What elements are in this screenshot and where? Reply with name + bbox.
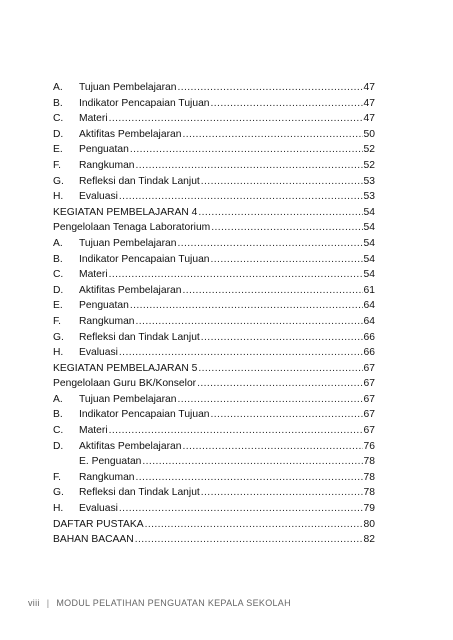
toc-entry-letter: H. (53, 347, 64, 359)
toc-entry-page-number: 80 (363, 518, 375, 530)
page-number: viii (28, 598, 40, 608)
toc-entry-title: Tujuan Pembelajaran (79, 393, 177, 405)
toc-entry-page-number: 64 (363, 300, 375, 312)
toc-entry[interactable] (53, 80, 375, 96)
toc-entry-page-number: 54 (363, 222, 375, 234)
toc-entry[interactable] (53, 454, 375, 470)
toc-dot-leader (201, 485, 363, 501)
toc-entry-page-number: 78 (363, 487, 375, 499)
toc-entry-page-number: 54 (363, 206, 375, 218)
toc-entry-page-number: 82 (363, 534, 375, 546)
toc-entry-letter: B. (53, 253, 63, 265)
toc-entry-title: Tujuan Pembelajaran (79, 237, 177, 249)
toc-entry-page-number: 54 (363, 253, 375, 265)
toc-dot-leader (211, 407, 363, 423)
toc-dot-leader (119, 189, 363, 205)
toc-entry-letter: B. (53, 97, 63, 109)
footer-separator: | (46, 598, 50, 608)
toc-entry[interactable] (53, 470, 375, 486)
toc-entry-letter: D. (53, 128, 64, 140)
toc-entry-letter: H. (53, 503, 64, 515)
module-title: MODUL PELATIHAN PENGUATAN KEPALA SEKOLAH (56, 598, 291, 608)
toc-entry[interactable] (53, 501, 375, 517)
toc-entry-title: Rangkuman (79, 471, 135, 483)
toc-entry[interactable] (53, 283, 375, 299)
toc-entry-letter: G. (53, 331, 64, 343)
toc-entry-title: E. Penguatan (79, 456, 142, 468)
toc-dot-leader (178, 392, 363, 408)
toc-entry-title: Indikator Pencapaian Tujuan (79, 97, 210, 109)
toc-entry-letter: C. (53, 425, 64, 437)
toc-entry[interactable] (53, 142, 375, 158)
toc-entry-letter: G. (53, 175, 64, 187)
toc-entry-page-number: 78 (363, 471, 375, 483)
toc-entry-page-number: 61 (363, 284, 375, 296)
toc-entry-page-number: 76 (363, 440, 375, 452)
toc-dot-leader (135, 532, 363, 548)
toc-dot-leader (109, 267, 363, 283)
toc-entry-title: Indikator Pencapaian Tujuan (79, 409, 210, 421)
toc-dot-leader (142, 454, 362, 470)
toc-entry-page-number: 78 (363, 456, 375, 468)
toc-entry[interactable] (53, 96, 375, 112)
toc-entry-page-number: 67 (363, 409, 375, 421)
toc-entry[interactable] (53, 314, 375, 330)
toc-entry-letter: E. (53, 300, 63, 312)
toc-entry-title: KEGIATAN PEMBELAJARAN 5 (53, 362, 198, 374)
toc-entry-title: Materi (79, 425, 108, 437)
toc-entry[interactable] (53, 407, 375, 423)
toc-entry-page-number: 52 (363, 144, 375, 156)
toc-dot-leader (136, 158, 363, 174)
toc-dot-leader (109, 423, 363, 439)
toc-entry-page-number: 67 (363, 425, 375, 437)
toc-entry-letter: D. (53, 284, 64, 296)
toc-entry-title: Refleksi dan Tindak Lanjut (79, 487, 200, 499)
toc-entry[interactable] (53, 205, 375, 221)
toc-entry-page-number: 67 (363, 362, 375, 374)
toc-dot-leader (201, 330, 363, 346)
toc-dot-leader (211, 252, 363, 268)
toc-entry-title: Penguatan (79, 300, 129, 312)
toc-entry-title: KEGIATAN PEMBELAJARAN 4 (53, 206, 198, 218)
toc-entry-letter: H. (53, 191, 64, 203)
toc-entry-page-number: 47 (363, 97, 375, 109)
toc-dot-leader (211, 220, 362, 236)
toc-entry-page-number: 67 (363, 393, 375, 405)
toc-entry[interactable] (53, 174, 375, 190)
toc-dot-leader (136, 314, 363, 330)
toc-entry[interactable] (53, 517, 375, 533)
toc-entry-page-number: 53 (363, 191, 375, 203)
toc-entry[interactable] (53, 423, 375, 439)
toc-entry[interactable] (53, 111, 375, 127)
toc-dot-leader (178, 236, 363, 252)
toc-entry-title: Materi (79, 269, 108, 281)
toc-entry-page-number: 67 (363, 378, 375, 390)
toc-entry-letter: A. (53, 237, 63, 249)
toc-dot-leader (182, 127, 362, 143)
toc-entry-letter: A. (53, 82, 63, 93)
toc-entry[interactable] (53, 298, 375, 314)
toc-dot-leader (109, 111, 363, 127)
toc-entry-letter: F. (53, 315, 62, 327)
toc-dot-leader (182, 439, 362, 455)
toc-entry-title: Pengelolaan Tenaga Laboratorium (53, 222, 211, 234)
toc-entry-title: Refleksi dan Tindak Lanjut (79, 175, 200, 187)
toc-entry-title: Pengelolaan Guru BK/Konselor (53, 378, 197, 390)
toc-entry-title: Materi (79, 113, 108, 125)
toc-entry-page-number: 53 (363, 175, 375, 187)
toc-entry-letter: G. (53, 487, 64, 499)
toc-entry-title: DAFTAR PUSTAKA (53, 518, 144, 530)
toc-entry-letter: F. (53, 471, 62, 483)
toc-entry[interactable] (53, 158, 375, 174)
toc-entry-title: Evaluasi (79, 347, 118, 359)
toc-entry-page-number: 79 (363, 503, 375, 515)
toc-dot-leader (136, 470, 363, 486)
toc-dot-leader (197, 376, 362, 392)
toc-dot-leader (211, 96, 363, 112)
toc-entry-title: Refleksi dan Tindak Lanjut (79, 331, 200, 343)
toc-entry-title: Indikator Pencapaian Tujuan (79, 253, 210, 265)
toc-entry[interactable] (53, 376, 375, 392)
toc-entry[interactable] (53, 236, 375, 252)
toc-entry[interactable] (53, 267, 375, 283)
toc-entry-letter: A. (53, 393, 63, 405)
toc-entry-title: Tujuan Pembelajaran (79, 82, 177, 93)
toc-entry-page-number: 66 (363, 331, 375, 343)
toc-dot-leader (119, 501, 363, 517)
toc-entry[interactable] (53, 252, 375, 268)
toc-dot-leader (178, 80, 363, 96)
toc-entry-page-number: 54 (363, 237, 375, 249)
toc-entry-title: Rangkuman (79, 315, 135, 327)
toc-entry[interactable] (53, 345, 375, 361)
toc-entry[interactable] (53, 330, 375, 346)
toc-entry-letter: F. (53, 159, 62, 171)
toc-entry-page-number: 66 (363, 347, 375, 359)
toc-dot-leader (198, 361, 362, 377)
toc-entry-title: Rangkuman (79, 159, 135, 171)
toc-entry-page-number: 54 (363, 269, 375, 281)
toc-entry-letter: E. (53, 144, 63, 156)
toc-entry-page-number: 52 (363, 159, 375, 171)
toc-entry-letter: D. (53, 440, 64, 452)
toc-entry[interactable] (53, 189, 375, 205)
toc-entry[interactable] (53, 220, 375, 236)
toc-entry[interactable] (53, 485, 375, 501)
toc-entry-title: Aktifitas Pembelajaran (79, 128, 182, 140)
toc-dot-leader (145, 517, 363, 533)
toc-dot-leader (182, 283, 362, 299)
toc-entry-title: Aktifitas Pembelajaran (79, 284, 182, 296)
toc-entry-title: Aktifitas Pembelajaran (79, 440, 182, 452)
toc-entry-letter: C. (53, 113, 64, 125)
toc-entry-title: BAHAN BACAAN (53, 534, 134, 546)
toc-entry[interactable] (53, 127, 375, 143)
toc-entry-letter: C. (53, 269, 64, 281)
toc-dot-leader (201, 174, 363, 190)
toc-entry[interactable] (53, 532, 375, 548)
toc-dot-leader (130, 142, 363, 158)
toc-entry-page-number: 50 (363, 128, 375, 140)
toc-entry[interactable] (53, 361, 375, 377)
toc-dot-leader (130, 298, 363, 314)
toc-entry-letter: B. (53, 409, 63, 421)
toc-entry-title: Penguatan (79, 144, 129, 156)
table-of-contents (53, 80, 375, 548)
toc-entry-title: Evaluasi (79, 191, 118, 203)
toc-entry-page-number: 64 (363, 315, 375, 327)
toc-dot-leader (119, 345, 363, 361)
toc-entry-page-number: 47 (363, 113, 375, 125)
toc-entry[interactable] (53, 392, 375, 408)
toc-dot-leader (198, 205, 362, 221)
toc-entry[interactable] (53, 439, 375, 455)
toc-entry-page-number: 47 (363, 82, 375, 93)
page-footer (28, 598, 291, 608)
toc-entry-title: Evaluasi (79, 503, 118, 515)
